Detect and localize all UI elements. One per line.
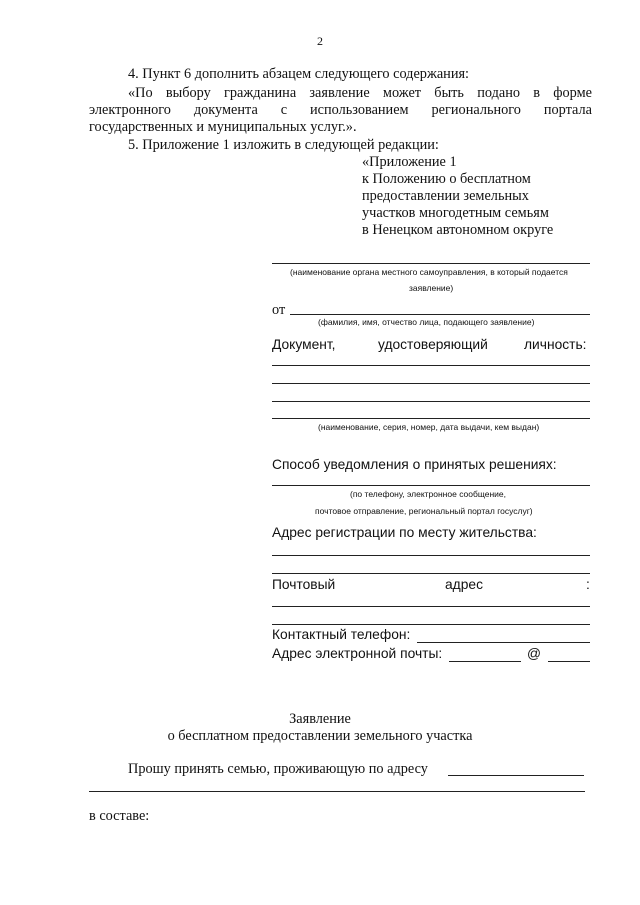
phone-label: Контактный телефон: xyxy=(272,627,411,642)
notify-hint: (по телефону, электронное сообщение, xyxy=(350,489,507,499)
postal-address-line xyxy=(272,606,590,607)
document-line xyxy=(272,401,590,402)
email-label: Адрес электронной почты: xyxy=(272,646,443,661)
notify-line xyxy=(272,485,590,486)
postal-label-1: Почтовый xyxy=(272,577,336,592)
email-domain-line xyxy=(548,661,590,662)
statement-subtitle: о бесплатном предоставлении земельного участка xyxy=(167,728,473,744)
item4-quote-line3: государственных и муниципальных услуг.». xyxy=(89,119,357,135)
appendix-header-line: участков многодетным семьям xyxy=(362,205,549,221)
reg-address-line xyxy=(272,573,590,574)
phone-line xyxy=(417,642,590,643)
item4-quote-line2: электронного документа с использованием регионального портала xyxy=(89,102,592,118)
address-line xyxy=(448,775,584,776)
organ-name-line xyxy=(272,263,590,264)
applicant-hint: (фамилия, имя, отчество лица, подающего заявление) xyxy=(318,317,535,327)
organ-hint-2: заявление) xyxy=(409,283,454,293)
organ-hint: (наименование органа местного самоуправления, в который подается xyxy=(290,267,568,277)
reg-address-line xyxy=(272,555,590,556)
document-label-3: личность: xyxy=(524,337,587,352)
statement-title: Заявление xyxy=(289,711,351,727)
appendix-header-line: в Ненецком автономном округе xyxy=(362,222,554,238)
reg-address-label: Адрес регистрации по месту жительства: xyxy=(272,525,537,540)
email-user-line xyxy=(449,661,521,662)
applicant-name-line xyxy=(290,314,590,315)
statement-body-line3: в составе: xyxy=(89,808,150,824)
appendix-header-line: к Положению о бесплатном xyxy=(362,171,531,187)
from-label: от xyxy=(272,302,286,318)
statement-body-line1: Прошу принять семью, проживающую по адресу xyxy=(128,761,428,777)
address-line-full xyxy=(89,791,585,792)
notify-label: Способ уведомления о принятых решениях: xyxy=(272,457,557,472)
document-line xyxy=(272,365,590,366)
notify-hint-2: почтовое отправление, региональный портал госуслуг) xyxy=(315,506,533,516)
appendix-header-line: «Приложение 1 xyxy=(362,154,457,170)
page-number: 2 xyxy=(317,34,323,48)
email-at-sign: @ xyxy=(527,646,542,661)
document-line xyxy=(272,418,590,419)
document-hint: (наименование, серия, номер, дата выдачи, кем выдан) xyxy=(318,422,540,432)
document-label-1: Документ, xyxy=(272,337,336,352)
item4-quote-line1: «По выбору гражданина заявление может быть подано в форме xyxy=(128,85,592,101)
postal-label-3: : xyxy=(586,577,590,592)
item4-heading: 4. Пункт 6 дополнить абзацем следующего содержания: xyxy=(128,66,470,82)
document-line xyxy=(272,383,590,384)
postal-label-2: адрес xyxy=(445,577,483,592)
document-label-2: удостоверяющий xyxy=(378,337,488,352)
appendix-header-line: предоставлении земельных xyxy=(362,188,529,204)
postal-address-line xyxy=(272,624,590,625)
item5-heading: 5. Приложение 1 изложить в следующей редакции: xyxy=(128,137,439,153)
